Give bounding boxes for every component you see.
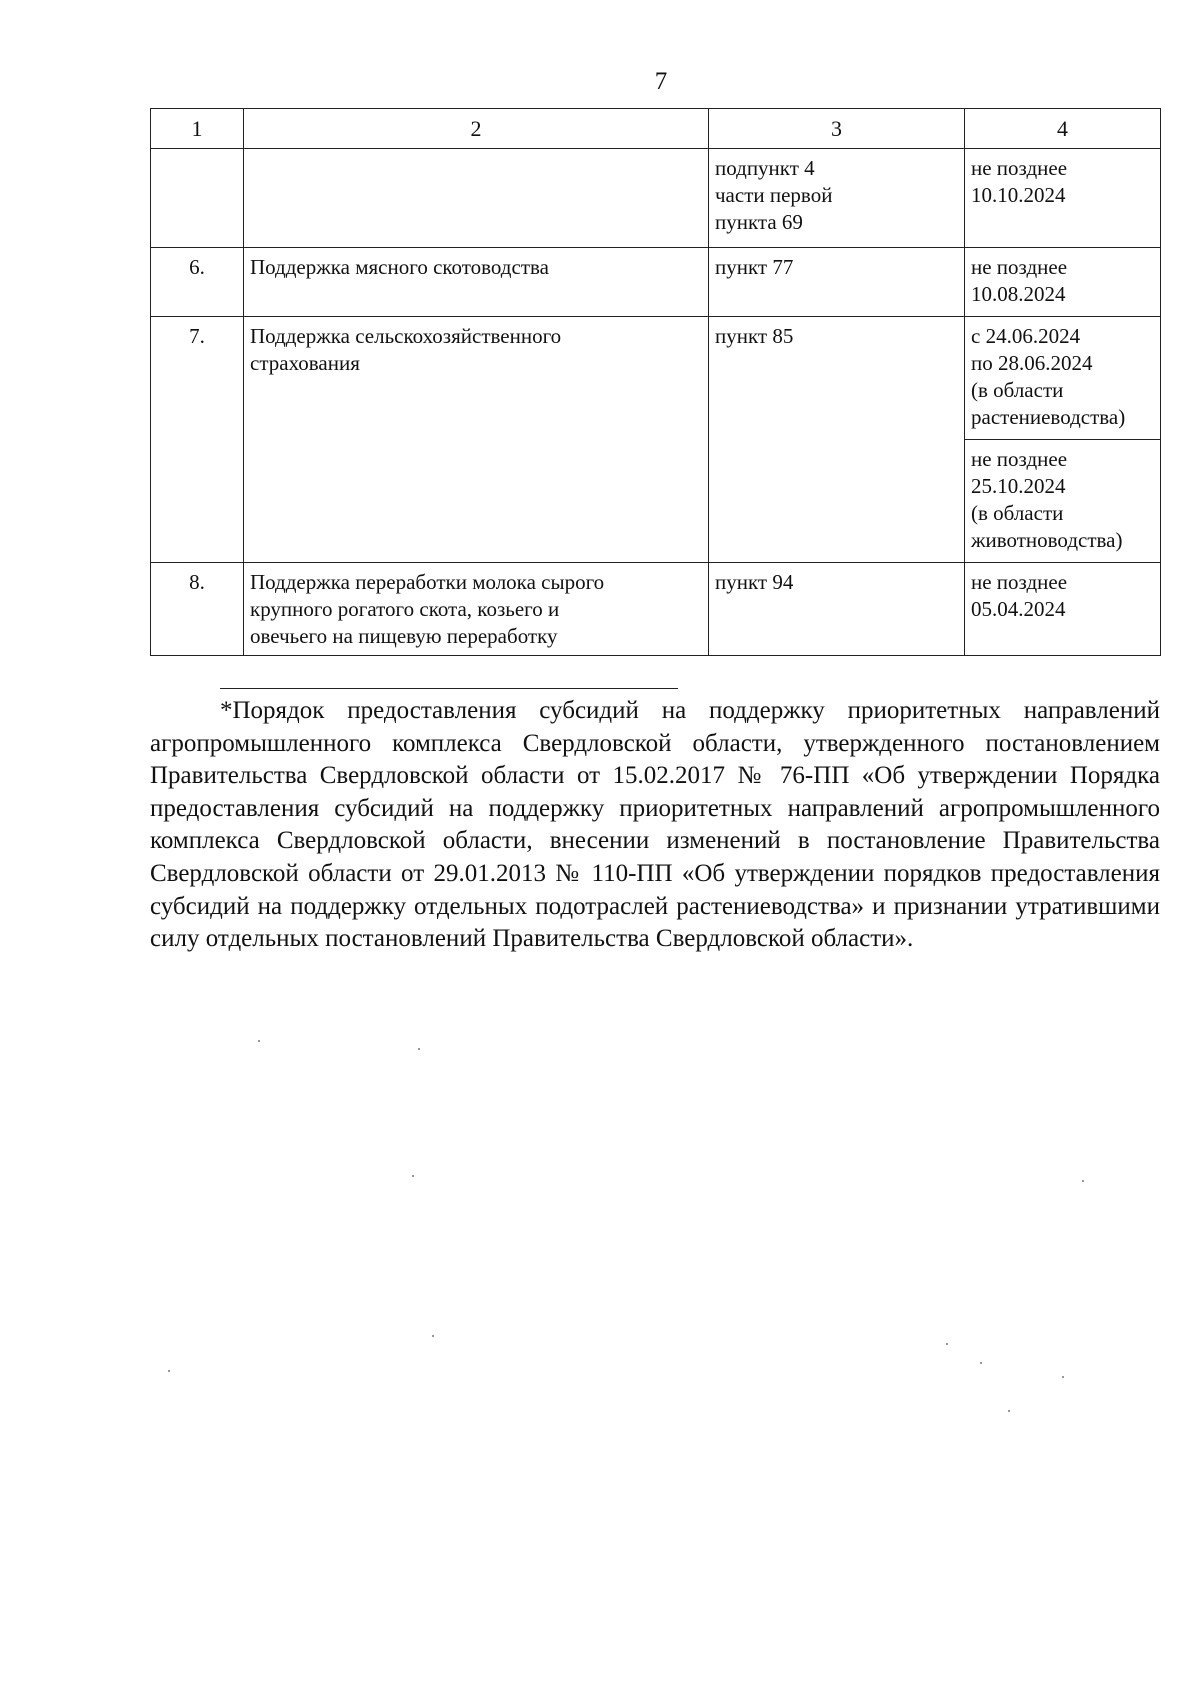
column-header-1: 1: [151, 109, 244, 149]
subsidy-schedule-table: [150, 108, 1161, 656]
deadline-line: (в области: [971, 378, 1064, 403]
measure-name-line: крупного рогатого скота, козьего и: [250, 596, 560, 621]
footnote-text: *Порядок предоставления субсидий на поддержку приоритетных направлений агропромышленного комплекса Свердловской области, утвержденного постановлением Правительства Свердловской области от 15.02.2017 № 76-ПП «Об утверждении Порядка предоставления субсидий на поддержку приоритетных направлений агропромышленного комплекса Свердловской области, внесении изменений в постановление Правительства Свердловской области от 29.01.2013 № 110-ПП «Об утверждении порядков предоставления субсидий на поддержку отдельных подотраслей растениеводства» и признании утратившими силу отдельных постановлений Правительства Свердловской области».: [150, 697, 1160, 953]
regulation-reference-cell: [709, 148, 965, 247]
measure-name-cell: [244, 148, 709, 247]
column-header-4: 4: [965, 109, 1161, 149]
row-number-cell: 6.: [151, 247, 244, 316]
regulation-reference-cell: пункт 77: [709, 247, 965, 316]
table-header-row: [151, 109, 1161, 149]
column-header-2: 2: [244, 109, 709, 149]
measure-name-cell: Поддержка мясного скотоводства: [244, 247, 709, 316]
deadline-line: не позднее: [971, 446, 1068, 471]
row-number-cell: [151, 148, 244, 247]
scan-speck: [412, 1175, 414, 1177]
row-number-cell: 7.: [151, 316, 244, 562]
regulation-reference-cell: пункт 94: [709, 562, 965, 655]
measure-name-line: Поддержка сельскохозяйственного: [250, 323, 562, 348]
footnote: [150, 695, 1160, 956]
measure-name-line: овечьего на пищевую переработку: [250, 624, 558, 649]
deadline-cell: [965, 439, 1161, 562]
deadline-line: 10.08.2024: [971, 281, 1066, 306]
measure-name-cell: [244, 316, 709, 562]
table-row: [151, 148, 1161, 247]
deadline-line: с 24.06.2024: [971, 323, 1081, 348]
scan-speck: [980, 1362, 982, 1364]
scan-speck: [946, 1343, 948, 1345]
table-row: [151, 247, 1161, 316]
measure-name-line: Поддержка переработки молока сырого: [250, 569, 605, 594]
deadline-line: по 28.06.2024: [971, 350, 1093, 375]
reference-line: подпункт 4: [715, 155, 815, 180]
reference-line: части первой: [715, 182, 833, 207]
scan-speck: [1008, 1410, 1010, 1412]
column-header-3: 3: [709, 109, 965, 149]
deadline-line: не позднее: [971, 155, 1068, 180]
scan-speck: [418, 1048, 420, 1050]
deadline-cell: [965, 148, 1161, 247]
deadline-line: растениеводства): [971, 405, 1126, 430]
reference-line: пункта 69: [715, 210, 803, 235]
scan-speck: [168, 1370, 170, 1372]
deadline-cell: [965, 247, 1161, 316]
deadline-cell: [965, 316, 1161, 439]
table-row: [151, 562, 1161, 655]
deadline-line: 05.04.2024: [971, 596, 1066, 621]
scan-speck: [1062, 1376, 1064, 1378]
deadline-line: 10.10.2024: [971, 182, 1066, 207]
row-number-cell: 8.: [151, 562, 244, 655]
scan-speck: [1082, 1180, 1084, 1182]
regulation-reference-cell: пункт 85: [709, 316, 965, 562]
deadline-line: животноводства): [971, 528, 1123, 553]
scan-speck: [432, 1335, 434, 1337]
deadline-line: не позднее: [971, 569, 1068, 594]
deadline-line: 25.10.2024: [971, 473, 1066, 498]
deadline-line: не позднее: [971, 254, 1068, 279]
deadline-cell: [965, 562, 1161, 655]
page-number: 7: [654, 68, 668, 95]
measure-name-cell: [244, 562, 709, 655]
table-row: [151, 316, 1161, 439]
measure-name-line: страхования: [250, 350, 360, 375]
scan-speck: [258, 1040, 260, 1042]
subsidy-schedule-table-container: [150, 108, 1160, 656]
footnote-separator: [220, 688, 678, 689]
deadline-line: (в области: [971, 501, 1064, 526]
